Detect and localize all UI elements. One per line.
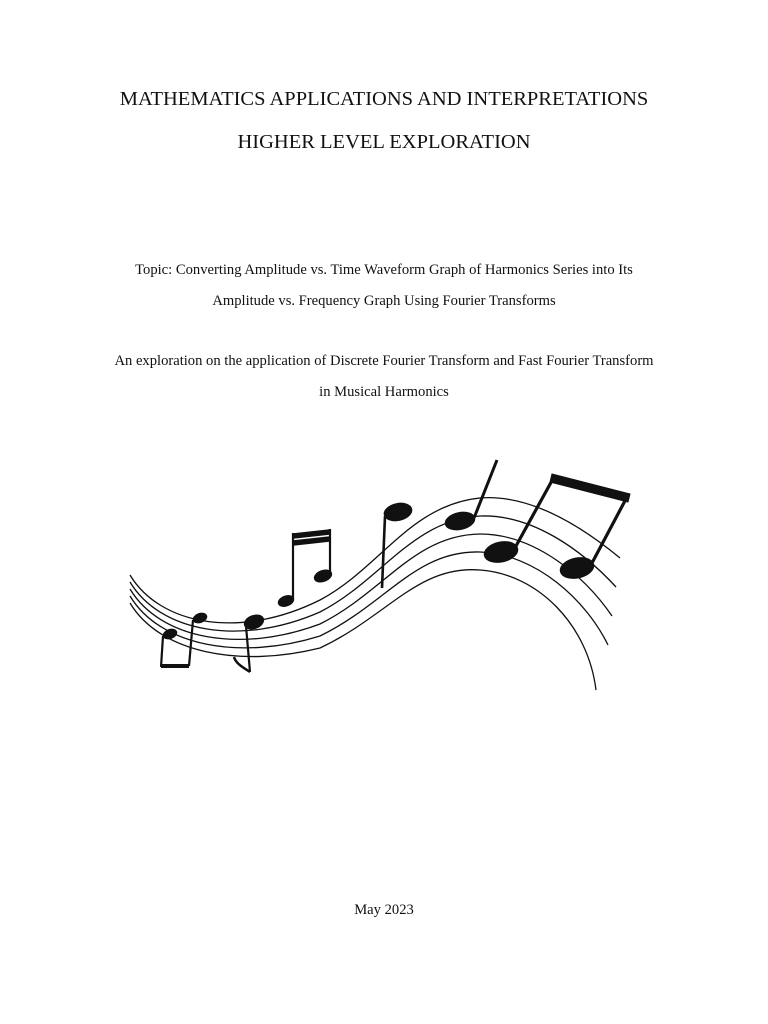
topic-line-1: Topic: Converting Amplitude vs. Time Waveform Graph of Harmonics Series into Its	[135, 262, 633, 278]
topic-line-2: Amplitude vs. Frequency Graph Using Fourier Transforms	[212, 293, 556, 309]
music-notes-on-staff-icon	[120, 450, 640, 700]
document-title-line-1: MATHEMATICS APPLICATIONS AND INTERPRETATIONS	[119, 88, 649, 110]
document-date: May 2023	[354, 902, 414, 918]
description-line-1: An exploration on the application of Discrete Fourier Transform and Fast Fourier Transform	[114, 353, 654, 369]
music-notes	[161, 460, 630, 672]
staff-lines	[130, 498, 620, 690]
document-title-line-2: HIGHER LEVEL EXPLORATION	[237, 131, 531, 153]
description-line-2: in Musical Harmonics	[319, 384, 449, 400]
